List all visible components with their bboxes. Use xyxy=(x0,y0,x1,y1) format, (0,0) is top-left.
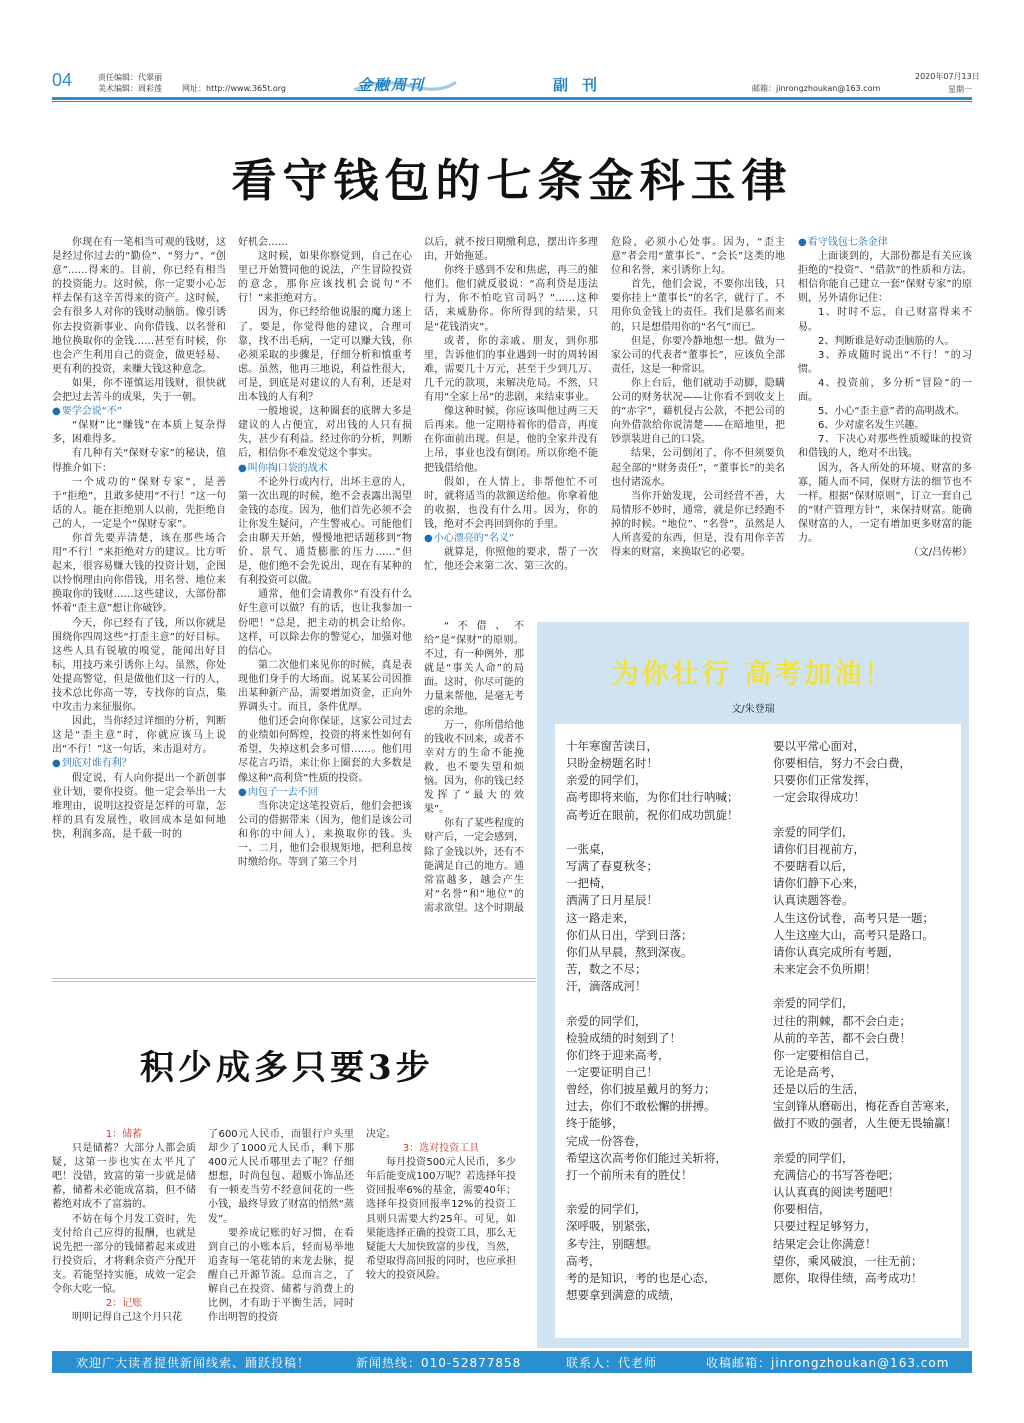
poem-line: 无论是高考， xyxy=(773,1064,842,1079)
subheading: ● 到底对谁有利？ xyxy=(52,757,226,771)
poem-line: 从前的辛苦，都不会白费！ xyxy=(773,1030,911,1045)
paragraph: 3、养成随时说出“不行！”的习惯。 xyxy=(798,349,972,375)
subheading: ● 要学会说“不” xyxy=(52,405,226,419)
footer-email: 收稿邮箱：jinrongzhoukan@163.com xyxy=(706,1356,950,1370)
header-rule xyxy=(52,97,972,100)
poem-line: 宝剑锋从磨砺出，梅花香自苦寒来， xyxy=(773,1099,957,1114)
poem-title: 为你壮行 高考加油！ xyxy=(611,659,895,690)
poem-line: 苦，数之不尽； xyxy=(566,962,647,977)
article2-title: 积少成多只要3步 xyxy=(140,1048,434,1088)
section-divider-2 xyxy=(52,981,536,982)
article-column-1 xyxy=(52,236,226,842)
paragraph: 了600元人民币，而银行户头里却少了1000元人民币，剩下那400元人民币哪里去了呢？仔细想想，时尚包包、超贩小饰品还有一顿麦当劳不经意间花的一些小钱，最终导致了财富的悄然“蒸发”。 xyxy=(208,1129,354,1225)
poem-line: 曾经，你们披星戴月的努力； xyxy=(566,1082,716,1097)
poem-line: 亲爱的同学们， xyxy=(566,1202,647,1217)
poem-line: 人生这份试卷，高考只是一题； xyxy=(773,910,934,925)
byline: （文/吕传彬） xyxy=(908,547,972,559)
poem-author: 文/朱登瑞 xyxy=(731,704,775,715)
paragraph: 假如，在人情上，非帮他忙不可时，就将适当的款额送给他。你拿着他的收据，也没有什么用。因为，你的钱，绝对不会再回到你的手里。 xyxy=(424,476,598,530)
paragraph: 2、判断谁是好动歪脑筋的人。 xyxy=(818,335,955,347)
poem-line: 一定会取得成功！ xyxy=(773,790,865,805)
poem-line: 过往的荆棘，都不会白走； xyxy=(773,1013,911,1028)
poem-line: 你们从日出，学到日落； xyxy=(566,927,693,942)
poem-line: 请你们静下心来， xyxy=(773,876,865,891)
subheading: ● 叫你掏口袋的战术 xyxy=(238,462,412,476)
poem-line: 只要过程足够努力， xyxy=(773,1219,877,1234)
poem-line: 完成一份答卷， xyxy=(566,1133,647,1148)
poem-line: 过去，你们不敢松懈的拼搏。 xyxy=(566,1099,716,1114)
poem-line: 要以平常心面对， xyxy=(773,739,865,753)
article-column-3 xyxy=(424,236,598,574)
paragraph: 要养成记账的好习惯，在看到自己的小账本后，轻而易举地追查每一笔花销的来龙去脉，提醒自己开源节流。总而言之，了解自己在投资、储蓄与消费上的比例，才有助于平衡生活，同时作出明智的投资 xyxy=(208,1227,354,1324)
poem-line: 亲爱的同学们， xyxy=(566,1013,647,1028)
paragraph: 结果，公司倒闭了，你不但须要负起全部的“财务责任”，“董事长”的美名也付诸流水。 xyxy=(611,448,785,488)
poem-right-column xyxy=(773,738,957,1287)
article2-column-2 xyxy=(208,1128,354,1325)
poem-line: 深呼吸，别紧张， xyxy=(566,1219,658,1234)
paragraph: 5、小心“歪主意”者的高明战术。 xyxy=(818,406,965,418)
poem-line: 亲爱的同学们， xyxy=(773,824,854,839)
poem-line xyxy=(773,978,957,995)
paragraph: 1、时时不忘，自己财富得来不易。 xyxy=(798,307,972,333)
paragraph: 以后，就不按日期缴利息，摆出许多理由，开始拖延。 xyxy=(424,237,598,263)
poem-line: 多专注，别瞎想。 xyxy=(566,1236,658,1251)
paragraph: 通常，他们会请教你“有没有什么好生意可以做？有的话，也让我参加一份吧！”总是，把主动的机会让给你。这样，可以除去你的警觉心，加强对他的信心。 xyxy=(238,589,412,657)
masthead-title: 金融周刊 xyxy=(357,76,426,94)
paragraph: 第二次他们来见你的时候，真是表现他们身手的大场面。说某某公司因推出某种新产品，需要增加资金，正向外界调头寸。而且，条件优厚。 xyxy=(238,659,412,714)
paragraph: 假定说，有人向你提出一个新创事业计划，要你投资。他一定会举出一大堆理由，说明这投资是怎样的可靠，怎样的具有发展性，收回成本是如何地快，利润多高，是千载一时的 xyxy=(52,772,226,840)
poem-line xyxy=(566,1184,739,1201)
poem-line: 认认真真的阅读考题吧！ xyxy=(773,1185,900,1200)
poem-line: 还是以后的生活， xyxy=(773,1082,865,1097)
subheading: ● 看守钱包七条金律 xyxy=(798,236,972,250)
paragraph: 你终于感到不安和焦虑，再三的催他们。他们就反驳说：“高利贷是违法行为，你不怕吃官司吗？”……这种话，来威胁你。你所得到的结果，只是“花钱消灾”。 xyxy=(424,265,598,333)
designer-line: 美术编辑：周彩莲 xyxy=(98,84,162,93)
poem-line: 高考即将来临，为你们壮行呐喊； xyxy=(566,790,739,805)
page-number: 04 xyxy=(52,70,73,90)
paragraph: 但是，你要冷静地想一想。做为一家公司的代表者“董事长”，应该负全部责任，这是一种常识。 xyxy=(611,335,785,375)
poem-line: 请你们目视前方， xyxy=(773,841,865,856)
editor-line: 责任编辑：代翠丽 xyxy=(98,73,162,82)
paragraph: 或者，你的亲戚、朋友，到你那里，告诉他们的事业遇到一时的周转困难，需要几十万元，甚至于少到几万、几千元的款项，来解决危局。不然，只有用“全家上吊”的悲剧，来结束事业。 xyxy=(424,335,598,404)
article-column-5 xyxy=(798,236,972,560)
poem-line: 想要拿到满意的成绩， xyxy=(566,1288,681,1302)
poem-line: 检验成绩的时刻到了！ xyxy=(566,1030,681,1045)
article2-column-1 xyxy=(52,1128,196,1325)
poem-line: 望你，乘风破浪，一往无前； xyxy=(773,1253,923,1268)
article-column-4 xyxy=(611,236,785,560)
poem-line: 希望这次高考你们能过关斩将， xyxy=(566,1150,727,1165)
poem-line: 一张桌， xyxy=(566,841,612,856)
paragraph: 因为，各人所处的环境、财富的多寡，随人而不同，保财方法的细节也不一样。根据“保财原则”，订立一套自己的“财产管理方针”，来保持财富。能确保财富的人，一定有增加更多财富的能力。 xyxy=(798,462,972,544)
poem-line xyxy=(773,807,957,824)
paragraph: 因为，你已经给他说服的魔力迷上了。要是，你觉得他的建议，合理可靠，找不出毛病，一定可以赚大钱，你必须采取的步骤是，仔细分析和慎重考虑。虽然，他再三地说，利益性很大，可是，到底是对建议的人有利，还是对出本钱的人有利？ xyxy=(238,307,412,404)
poem-line: 不要瞎看以后， xyxy=(773,859,854,874)
paragraph: 当你决定这笔投资后，他们会把该公司的借据带来（因为，他们是该公司和你的中间人），来换取你的钱。头一、二月，他们会很规矩地，把利息按时缴给你。等到了第三个月 xyxy=(238,800,412,869)
poem-line xyxy=(773,1133,957,1150)
paragraph: 4、投资前，多分析“冒险”的一面。 xyxy=(798,377,972,404)
subheading: 1：储蓄 xyxy=(105,1129,143,1140)
paragraph: 你上台后，他们就动手动脚，隐瞒公司的财务状况——让你看不到收支上的“赤字”，藉机侵占公款，不把公司的向外借款给你说清楚——在暗地里，把钞票装进自己的口袋。 xyxy=(611,377,785,446)
poem-line: 洒满了日月星辰！ xyxy=(566,893,658,908)
issue-date: 2020年07月13日 xyxy=(915,72,980,81)
paragraph: 当你开始发现，公司经营不善，大局情形不妙时，通常，就是你已经跑不掉的时候。“地位”、“名誉”，虽然是人人所喜爱的东西，但是，没有用你辛苦得来的财富，来换取它的必要。 xyxy=(611,490,785,559)
subheading: ● 肉包子一去不回 xyxy=(238,786,412,800)
poem-line: 一定要证明自己！ xyxy=(566,1064,658,1079)
paragraph: 因此，当你经过详细的分析，判断这是“歪主意”时，你就应该马上说出“不行！”这一句话，来击退对方。 xyxy=(52,716,226,756)
paragraph: 他们还会向你保证，这家公司过去的业绩如何辉煌，投资的将来性如何有希望，失掉这机会多可惜……。他们用尽花言巧语，来让你上圈套的大多数是像这种“高利贷”性质的投资。 xyxy=(238,716,412,784)
paragraph: 6、少对虚名发生兴趣。 xyxy=(818,420,925,432)
paragraph: 不论外行或内行，出坏主意的人，第一次出现的时候，绝不会表露出渴望金钱的态度。因为，他们首先必须不会让你发生疑问，产生警戒心。可能他们会由聊天开始，慢慢地把话题移到“物价、景气、通货膨胀的压力……”但是，他们绝不会先说出，现在有某种的有利投资可以做。 xyxy=(238,476,412,587)
poem-line: 只要你们正常发挥， xyxy=(773,773,877,788)
paragraph: 一般地说，这种圈套的底牌大多是建议的人占便宜，对出钱的人只有损失，甚少有利益。经过你的分析，判断后，相信你不难发觉这个事实。 xyxy=(238,406,412,460)
paragraph: 只是储蓄？大部分人都会质疑，这第一步也实在太平凡了吧！没错，致富的第一步就是储蓄，储蓄未必能成富翁，但不储蓄绝对成不了富翁的。 xyxy=(52,1143,196,1211)
paragraph: “保财”比“赚钱”在本质上复杂得多，困难得多。 xyxy=(52,420,226,446)
paragraph: 像这种时候，你应该叫他过两三天后再来。他一定期待着你的借音，再度在你面前出现。但是，他的全家并没有上吊，事业也没有倒闭。所以你绝不能把钱借给他。 xyxy=(424,406,598,474)
paragraph: 你现在有一笔相当可观的钱财，这是经过你过去的“勤俭”、“努力”、“创意”……得来的。目前，你已经有相当的投资能力。这时候，你一定要小心怎样去保有这辛苦得来的资产。这时候，会有很多人对你的钱财动脑筋。像引诱你去投资新事业、向你借钱、以名誉和地位换取你的金钱……甚至有时候，你也会产生利用自己的资金，做更轻易、更有利的投资，来赚大钱这种意念。 xyxy=(52,237,226,375)
paragraph: 万一，你所借给他的钱收不回来，或者不幸对方的生命不能挽救，也不要失望和烦恼。因为，你的钱已经发挥了“最大的效果”。 xyxy=(424,719,524,816)
subheading: ● 小心漂亮的“名义” xyxy=(424,532,598,546)
issue-weekday: 星期一 xyxy=(948,85,972,94)
paragraph: 每月投资500元人民币，多少年后能变成100万呢？若选择年投资回报率6%的基金，需要40年；选择年投资回报率12%的投资工具则只需要大约25年。可见，如果能选择正确的投资工具，那么无疑能大大加快致富的步伐，当然，希望取得高回报的同时，也应承担较大的投资风险。 xyxy=(366,1157,516,1281)
footer-hotline: 新闻热线：010-52877858 xyxy=(356,1356,522,1370)
poem-line: 一把椅， xyxy=(566,876,612,891)
article-column-3-lower xyxy=(424,620,524,916)
subheading: 2：记账 xyxy=(105,1298,143,1310)
poem-line: 你们终于迎来高考， xyxy=(566,1047,670,1062)
section-divider xyxy=(52,978,536,979)
header-email: 邮箱：jinrongzhoukan@163.com xyxy=(752,84,881,93)
paragraph: 这时候，如果你察觉到，自己在心里已开始赞同他的说法，产生冒险投资的意念，那你应该找机会说句“不行！”来拒绝对方。 xyxy=(238,251,412,305)
poem-line: 终于能够， xyxy=(566,1116,624,1131)
poem-line: 高考， xyxy=(566,1253,601,1268)
poem-line: 你要相信，努力不会白费， xyxy=(773,756,911,771)
poem-line: 考的是知识，考的也是心态， xyxy=(566,1270,716,1285)
poem-line: 认真读题答卷。 xyxy=(773,893,854,908)
paragraph: 明明记得自己这个月只花 xyxy=(72,1312,182,1324)
paragraph: 一个成功的“保财专家”，是善于“拒绝”，且敢多使用“不行！”这一句话的人。能在拒绝别人以前，先拒绝自己的人，一定是个“保财专家”。 xyxy=(52,476,226,530)
section-name: 副刊 xyxy=(553,76,612,94)
poem-line: 你们从早晨，熬到深夜。 xyxy=(566,944,693,959)
article-column-2 xyxy=(238,236,412,870)
paragraph: 你首先要弄清楚，该在那些场合用“不行！”来拒绝对方的建议。比方听起来，很容易赚大钱的投资计划，企图以怜悯理由向你借钱，用名誉、地位来换取你的钱财……这些建议，大部份都怀着“歪主意”想让你破钞。 xyxy=(52,532,226,615)
poem-line: 亲爱的同学们， xyxy=(773,996,854,1011)
footer-contact: 联系人：代老师 xyxy=(566,1356,658,1370)
poem-line: 请你认真完成所有考题， xyxy=(773,944,900,959)
poem-line: 打一个前所未有的胜仗！ xyxy=(566,1167,693,1182)
article2-column-3 xyxy=(366,1128,516,1283)
poem-line: 你一定要相信自己， xyxy=(773,1047,877,1062)
paragraph: 危险，必须小心处事。因为，“歪主意”者会用“董事长”、“会长”这类的地位和名誉，来引诱你上勾。 xyxy=(611,237,785,277)
paragraph: 不妨在每个月发工资时，先支付给自己应得的报酬，也就是说先把一部分的钱储蓄起来或进行投资后，才将剩余资产分配开支。若能坚持实施，成效一定会令你大吃一惊。 xyxy=(52,1213,196,1296)
subheading: 3：选对投资工具 xyxy=(402,1143,480,1155)
header-rule-thin xyxy=(52,101,972,102)
paragraph: 好机会…… xyxy=(238,237,288,248)
paragraph: 你有了某些程度的财产后，一定会感到，除了金钱以外，还有不能满足自己的地方。通常富越多，越会产生对“名誉”和“地位”的需求欲望。这个时期最 xyxy=(424,818,524,914)
paragraph: 决定。 xyxy=(366,1129,396,1140)
poem-line xyxy=(566,995,739,1012)
poem-line: 充满信心的书写答卷吧； xyxy=(773,1167,900,1182)
paragraph: 上面谈到的，大部份都是有关应该拒绝的“投资”、“借款”的性质和方法。相信你能自己建立一套“保财专家”的原则，另外请你记住： xyxy=(798,251,972,305)
poem-line: 亲爱的同学们， xyxy=(566,773,647,788)
paragraph: 首先，他们会说，不要你出钱，只要你挂上“董事长”的名字，就行了。不用你负金钱上的责任。我们是慕名而来的，只是想借用你的“名气”而已。 xyxy=(611,279,785,333)
poem-line: 汗，滴落成河！ xyxy=(566,979,647,994)
article-title: 看守钱包的七条金科玉律 xyxy=(231,154,793,207)
poem-line: 你要相信， xyxy=(773,1202,831,1217)
paragraph: 就算是，你照他的要求，帮了一次忙，他还会来第二次、第三次的。 xyxy=(424,547,598,573)
poem-left-column xyxy=(566,738,739,1304)
editor-credits xyxy=(98,72,162,94)
footer-slogan: 欢迎广大读者提供新闻线索、踊跃投稿！ xyxy=(76,1356,311,1370)
paragraph: 有几种有关“保财专家”的秘诀，值得推介如下： xyxy=(52,448,226,474)
poem-line: 愿你，取得佳绩，高考成功！ xyxy=(773,1270,923,1285)
poem-line: 只盼金榜题名时！ xyxy=(566,756,658,771)
paragraph: 7、下决心对那些性质暧昧的投资和借钱的人，绝对不出钱。 xyxy=(798,434,972,460)
poem-line: 未来定会不负所期！ xyxy=(773,962,877,977)
poem-line: 高考近在眼前，祝你们成功凯旋！ xyxy=(566,807,739,822)
poem-line: 亲爱的同学们， xyxy=(773,1150,854,1165)
paragraph: 今天，你已经有了钱，所以你就是围绕你四周这些“打歪主意”的好目标。这些人具有锐敏的嗅觉，能闻出好目标，用技巧来引诱你上勾。虽然，你处处提高警觉，但是做他们这一行的人，技术总比你高一等，专找你的盲点，集中攻击力来征服你。 xyxy=(52,617,226,714)
website-label: 网址：http://www.365t.org xyxy=(182,84,287,93)
paragraph: 如果，你不谨慎运用钱财，很快就会把过去苦斗的成果，失于一朝。 xyxy=(52,377,226,404)
paragraph: “不借、不给”是“保财”的原则。不过，有一种例外，那就是“事关人命”的局面。这时，你尽可能的力量来帮他，是毫无考虑的余地。 xyxy=(424,621,524,717)
poem-line: 写满了春夏秋冬； xyxy=(566,859,658,874)
poem-line: 结果定会让你满意！ xyxy=(773,1236,877,1251)
poem-line: 这一路走来， xyxy=(566,910,635,925)
poem-line: 人生这座大山，高考只是路口。 xyxy=(773,927,934,942)
poem-line: 十年寒窗苦读日， xyxy=(566,739,658,753)
poem-line: 做打不败的强者，人生便无畏输赢！ xyxy=(773,1116,957,1131)
poem-line xyxy=(566,824,739,841)
